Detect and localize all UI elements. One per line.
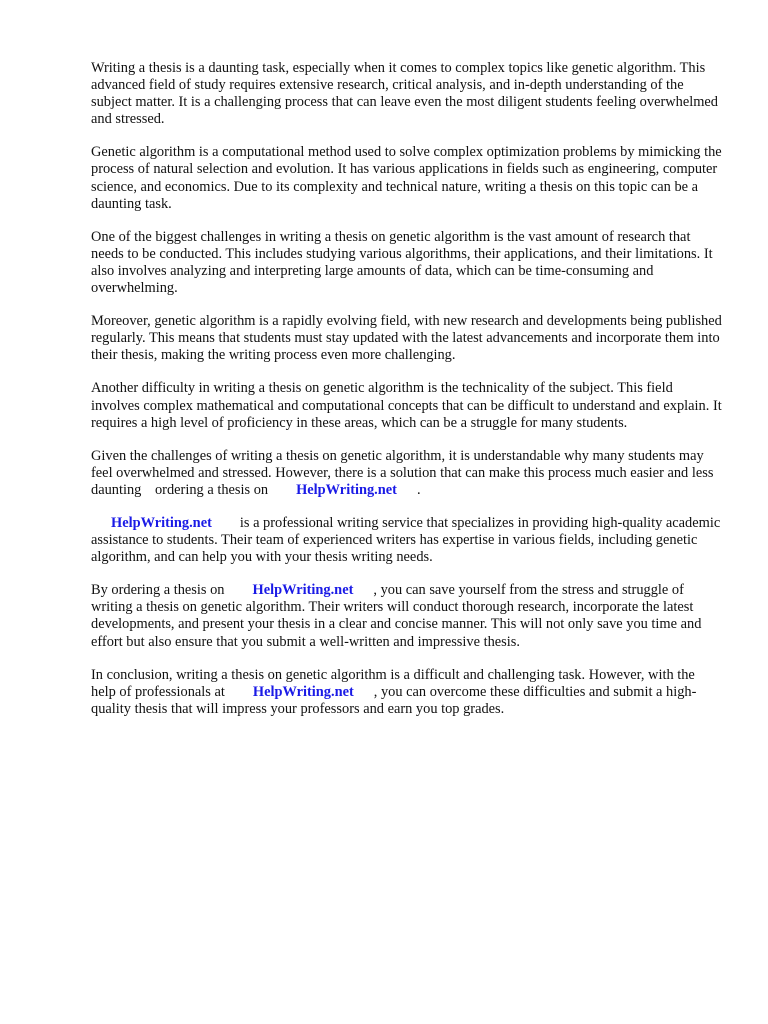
paragraph-intro-text: Writing a thesis is a daunting task, especially when it comes to complex topics like genetic algorithm. This advanced field of study requires extensive research, critical analysis, and in-depth understanding of the subject matter. It is a challenging process that can leave even the most diligent students feeling overwhelmed and stressed.: [91, 60, 718, 128]
paragraph-service-text: is a professional writing service that specializes in providing high-quality academic assistance to students. Their team of experienced writers has expertise in various fields, including genetic algorithm, and can help you with your thesis writing needs.: [91, 514, 721, 566]
paragraph-evolving-field-text: Moreover, genetic algorithm is a rapidly evolving field, with new research and developments being published regularly. This means that students must stay updated with the latest advancements and incorporate them into their thesis, making the writing process even more challenging.: [91, 313, 722, 364]
paragraph-definition-text: Genetic algorithm is a computational method used to solve complex optimization problems by mimicking the process of natural selection and evolution. It has various applications in fields such as engineering, computer science, and economics. Due to its complexity and technical nature, writing a thesis on this topic can be a daunting task.: [91, 144, 722, 212]
paragraph-solution-text-after: .: [416, 481, 421, 498]
paragraph-ordering-text-before: By ordering a thesis on: [91, 582, 225, 599]
paragraph-ordering-text-after: , you can save yourself from the stress and struggle of writing a thesis on genetic algorithm. Their writers will conduct thorough research, incorporate the latest developments, and present your thesis in a clear and concise manner. This will not only save you time and effort but also ensure that you submit a well-written and impressive thesis.: [91, 582, 702, 650]
paragraph-evolving-field: [91, 313, 723, 364]
paragraph-solution-text-middle: ordering a thesis on: [154, 481, 269, 498]
helpwriting-link-2[interactable]: HelpWriting.net: [111, 514, 212, 531]
paragraph-definition: [91, 144, 723, 212]
paragraph-solution-text-before: Given the challenges of writing a thesis on genetic algorithm, it is understandable why many students may feel overwhelmed and stressed. However, there is a solution that can make this process much easier and less daunting: [91, 447, 714, 498]
paragraph-solution: [91, 448, 723, 499]
paragraph-service: [91, 515, 723, 566]
helpwriting-link-3[interactable]: HelpWriting.net: [252, 582, 354, 599]
paragraph-technicality: [91, 380, 723, 431]
paragraph-technicality-text: Another difficulty in writing a thesis on genetic algorithm is the technicality of the subject. This field involves complex mathematical and computational concepts that can be difficult to understand and explain. It requires a high level of proficiency in these areas, which can be a struggle for many students.: [91, 380, 722, 431]
helpwriting-link-1[interactable]: HelpWriting.net: [296, 481, 397, 498]
paragraph-research-challenge: [91, 229, 723, 297]
paragraph-conclusion-text-after: , you can overcome these difficulties and submit a high-quality thesis that will impress your professors and earn you top grades.: [91, 683, 697, 717]
paragraph-ordering: [91, 582, 723, 650]
document-page: [91, 60, 723, 734]
helpwriting-link-4[interactable]: HelpWriting.net: [252, 683, 354, 700]
paragraph-conclusion: [91, 667, 723, 718]
paragraph-intro: [91, 60, 723, 128]
paragraph-conclusion-text-before: In conclusion, writing a thesis on genetic algorithm is a difficult and challenging task. However, with the help of professionals at: [91, 666, 695, 700]
paragraph-research-challenge-text: One of the biggest challenges in writing a thesis on genetic algorithm is the vast amount of research that needs to be conducted. This includes studying various algorithms, their applications, and their limitations. It also involves analyzing and interpreting large amounts of data, which can be time-consuming and overwhelming.: [91, 228, 713, 297]
